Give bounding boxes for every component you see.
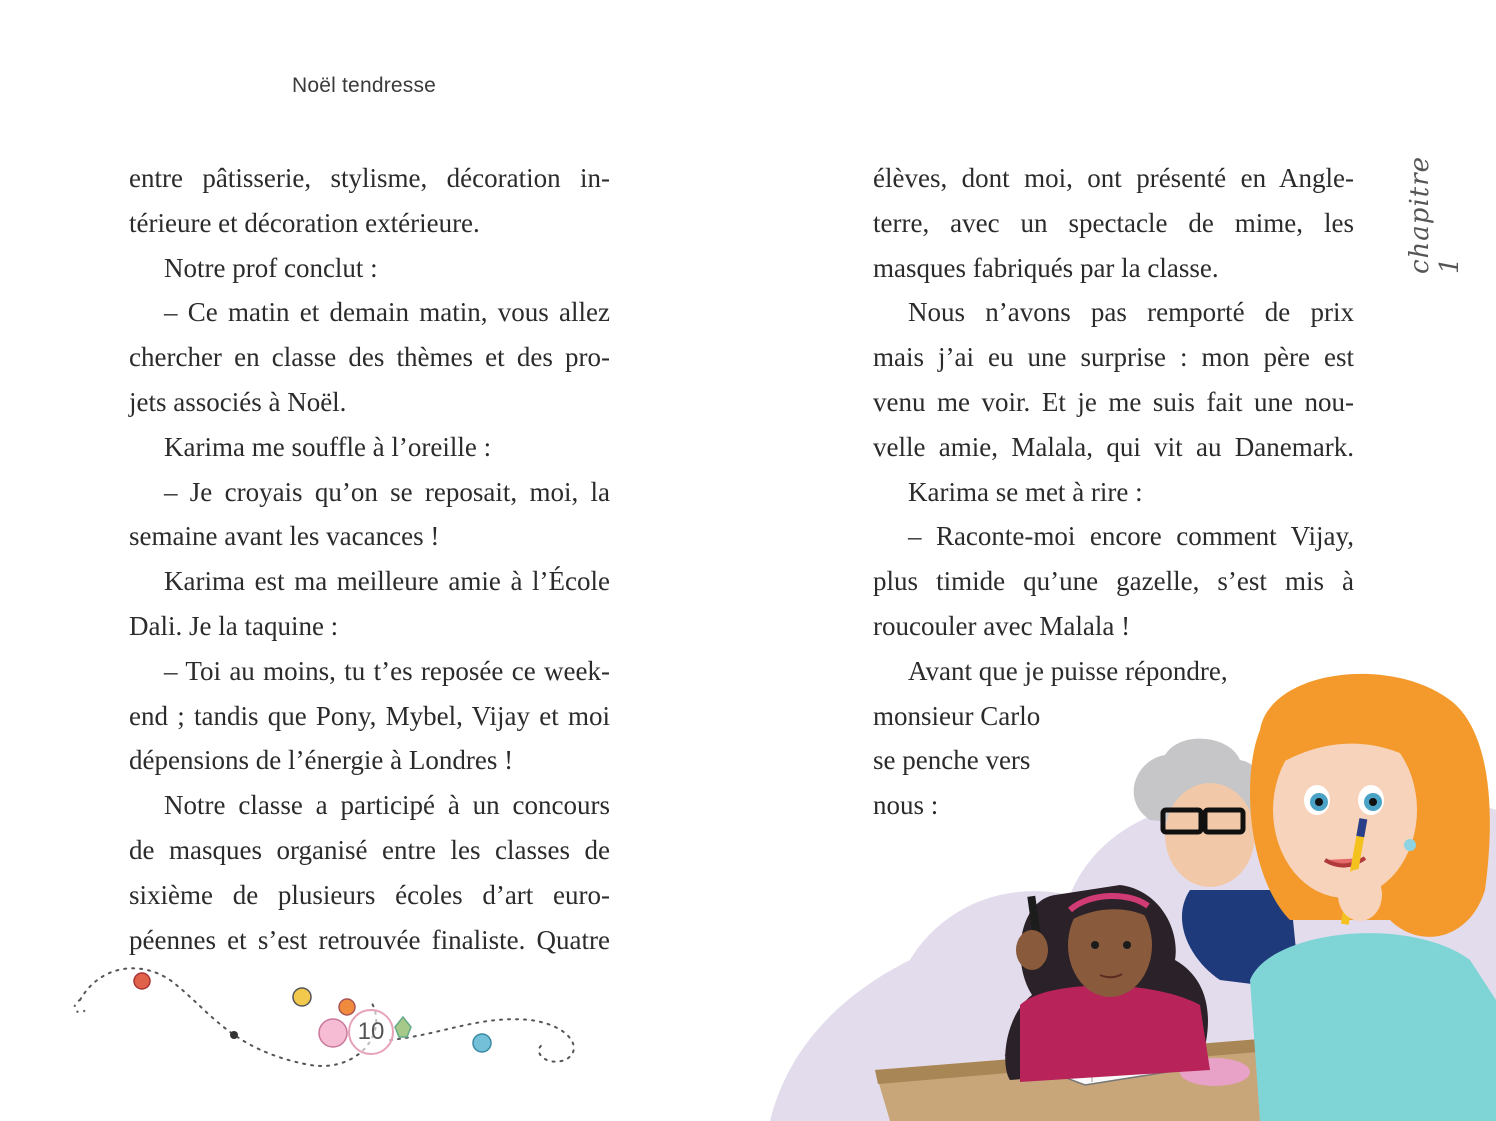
text-line: Karima me souffle à l’oreille : bbox=[164, 431, 492, 462]
text-line: masques fabriqués par la classe. bbox=[873, 252, 1219, 283]
text-line: péennes et s’est retrouvée finaliste. Quatre bbox=[129, 924, 610, 955]
running-title: Noël tendresse bbox=[292, 74, 437, 97]
text-line: jets associés à Noël. bbox=[129, 386, 347, 417]
text-line: terre, avec un spectacle de mime, les bbox=[873, 207, 1354, 238]
text-line: – Toi au moins, tu t’es reposée ce week- bbox=[164, 655, 610, 686]
text-line: térieure et décoration extérieure. bbox=[129, 207, 480, 238]
text-line: Nous n’avons pas remporté de prix bbox=[908, 297, 1354, 328]
text-line: Karima se met à rire : bbox=[908, 476, 1143, 507]
text-line: Avant que je puisse répondre, bbox=[908, 655, 1228, 686]
text-line: mais j’ai eu une surprise : mon père est bbox=[873, 342, 1354, 373]
text-line: velle amie, Malala, qui vit au Danemark. bbox=[873, 431, 1354, 462]
text-line: venu me voir. Et je me suis fait une nou- bbox=[873, 386, 1354, 417]
text-line: entre pâtisserie, stylisme, décoration in- bbox=[129, 163, 610, 193]
text-line: – Je croyais qu’on se reposait, moi, la bbox=[164, 476, 610, 507]
text-line: Notre prof conclut : bbox=[164, 252, 378, 283]
text-line: roucouler avec Malala ! bbox=[873, 610, 1131, 641]
text-line: élèves, dont moi, ont présenté en Angle- bbox=[873, 163, 1354, 193]
text-line: semaine avant les vacances ! bbox=[129, 521, 440, 552]
text-line: monsieur Carlo bbox=[873, 700, 1041, 731]
page-ornament bbox=[60, 955, 620, 1085]
text-line: plus timide qu’une gazelle, s’est mis à bbox=[873, 566, 1354, 597]
text-line: – Raconte-moi encore comment Vijay, bbox=[908, 521, 1354, 552]
text-line: se penche vers bbox=[873, 745, 1031, 776]
text-line: chercher en classe des thèmes et des pro- bbox=[129, 342, 610, 373]
text-line: Notre classe a participé à un concours bbox=[164, 790, 610, 821]
chapter-tab: chapitre 1 bbox=[1405, 155, 1465, 274]
text-line: dépensions de l’énergie à Londres ! bbox=[129, 745, 514, 776]
text-line: end ; tandis que Pony, Mybel, Vijay et moi bbox=[129, 700, 610, 731]
left-page-text bbox=[129, 156, 610, 962]
text-line: nous : bbox=[873, 790, 939, 821]
page-number: 10 bbox=[348, 1009, 394, 1055]
text-line: – Ce matin et demain matin, vous allez bbox=[164, 297, 610, 328]
text-line: de masques organisé entre les classes de bbox=[129, 834, 610, 865]
illustration-characters bbox=[770, 660, 1496, 1121]
text-line: sixième de plusieurs écoles d’art euro- bbox=[129, 879, 610, 910]
text-line: Dali. Je la taquine : bbox=[129, 610, 339, 641]
text-line: Karima est ma meilleure amie à l’École bbox=[164, 566, 610, 597]
